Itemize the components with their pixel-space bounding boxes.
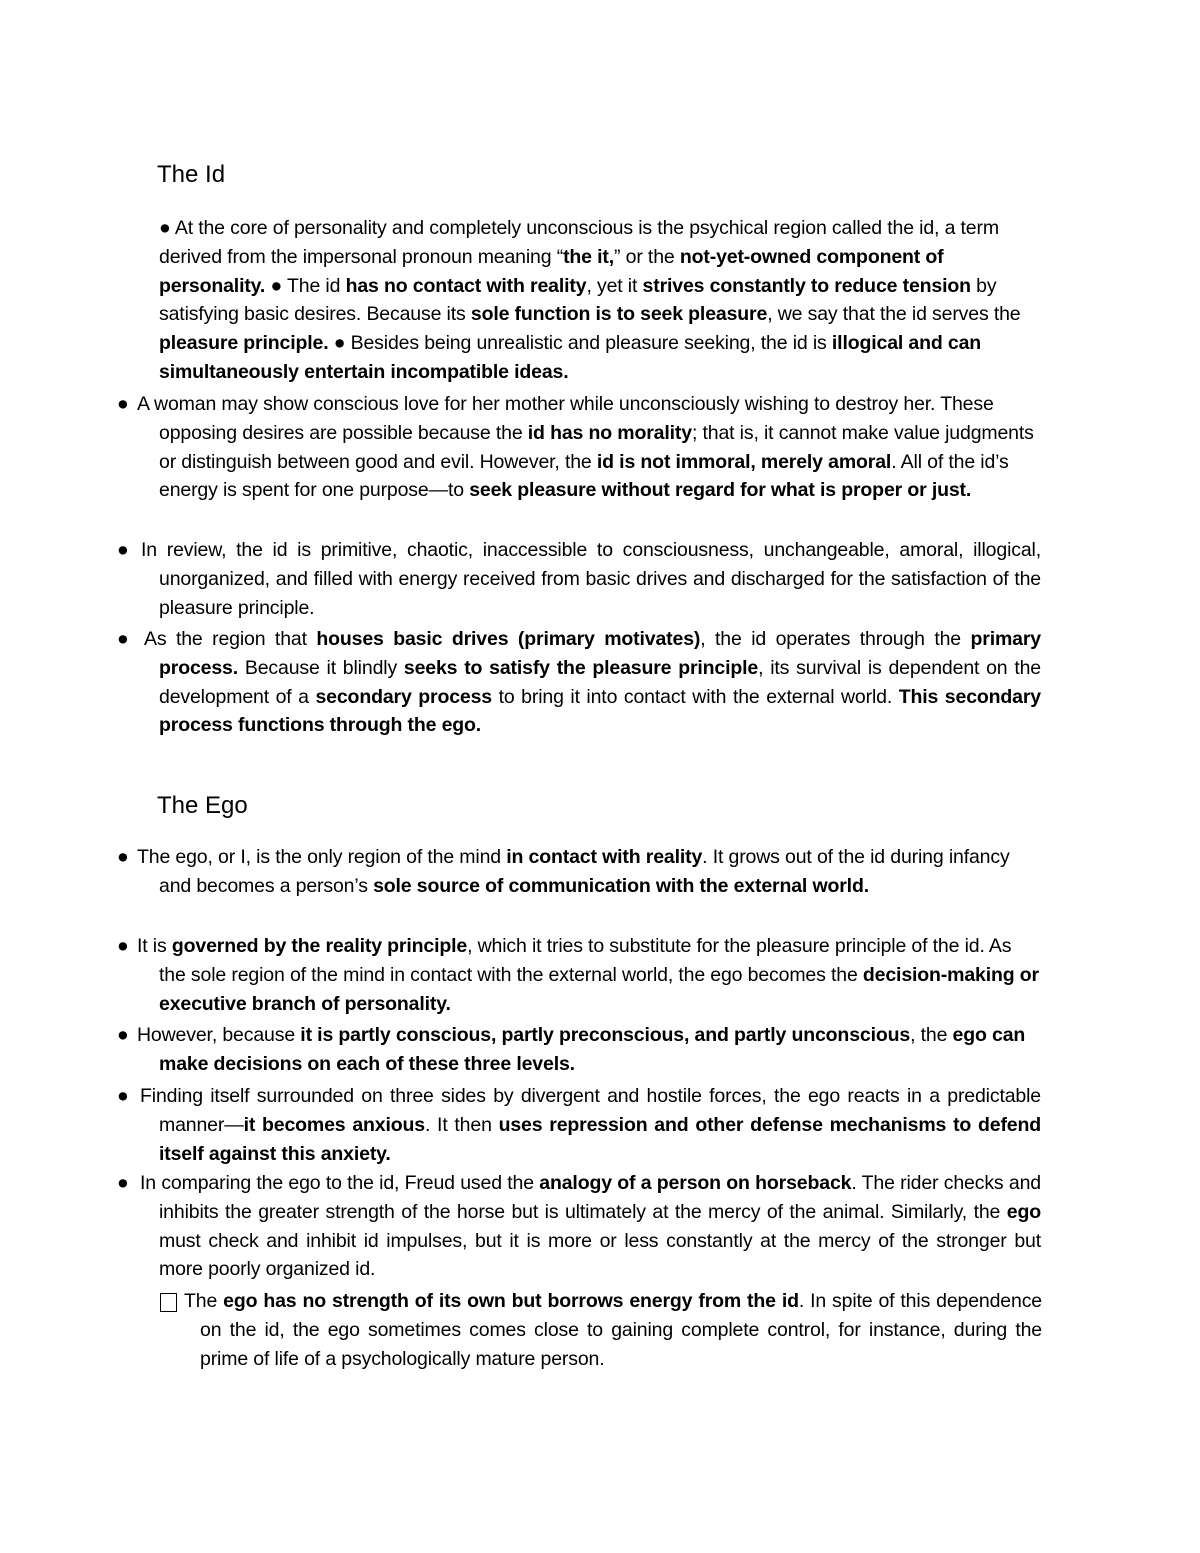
text-run: A woman may show conscious love for her mother while unconsciously wishing to destroy her. These opposing desires are possible because the: [137, 393, 994, 444]
paragraph-ego-anxiety: [140, 1082, 1042, 1168]
paragraph-id-review: [141, 536, 1041, 622]
text-run: ; that is, it cannot make value judgments or distinguish between good and evil. However, the: [159, 421, 1034, 473]
bold-run: secondary process: [315, 685, 493, 708]
bullet-marker: ●: [159, 217, 171, 239]
text-run: ● Besides being unrealistic and pleasure seeking, the id is: [328, 332, 832, 355]
bold-run: governed by the reality principle: [171, 935, 468, 957]
text-run: . In spite of this dependence on the id, the ego sometimes comes close to gaining complete control, for instance, during the prime of life of a psychologically mature person.: [200, 1290, 1042, 1370]
bullet-marker: ●: [117, 1024, 129, 1046]
text-run: As the region that: [144, 628, 317, 650]
paragraph-ego-levels: [137, 1021, 1041, 1079]
bold-run: it becomes anxious: [243, 1113, 425, 1136]
bold-run: seeks to satisfy the pleasure principle: [403, 656, 759, 679]
bold-run: in contact with reality: [506, 846, 703, 868]
paragraph-ego-horseback: [140, 1169, 1041, 1284]
bold-run: has no contact with reality: [345, 274, 587, 297]
text-run: The ego, or I, is the only region of the mind: [137, 846, 507, 868]
text-run: At the core of personality and completely unconscious is the psychical region called the id, a term derived from the impersonal pronoun meaning “: [159, 217, 999, 268]
bold-run: sole source of communication with the external world.: [373, 874, 869, 897]
text-run: ● The id: [265, 274, 346, 297]
text-run: , which it tries to substitute for the pleasure principle of the id. As the sole region of the mind in contact with the external world, the ego becomes the: [159, 935, 1012, 986]
text-run: , the id operates through the: [700, 628, 971, 650]
text-run: to bring it into contact with the external world.: [492, 685, 899, 708]
text-run: , its survival is dependent on the development of a: [159, 656, 1041, 708]
text-run: must check and inhibit id impulses, but it is more or less constantly at the mercy of the stronger but more poorly organized id.: [159, 1229, 1041, 1281]
bold-run: pleasure principle.: [159, 332, 329, 355]
bold-run: uses repression and other defense mechanisms to defend itself against this anxiety.: [159, 1113, 1042, 1165]
missing-glyph-box-icon: [160, 1293, 177, 1312]
bold-run: sole function is to seek pleasure: [470, 303, 768, 326]
text-run: In review, the id is primitive, chaotic, inaccessible to consciousness, unchangeable, amoral, illogical, unorganized, and filled with energy received from basic drives and discharged for the satisfaction of the pleasure principle.: [141, 539, 1041, 619]
text-run: . All of the id’s energy is spent for one purpose—to: [159, 450, 1009, 502]
paragraph-id-core: [159, 214, 1049, 387]
paragraph-id-morality: [137, 390, 1041, 505]
text-run: , yet it: [586, 274, 643, 297]
bullet-marker: ●: [117, 1172, 129, 1194]
text-run: It is: [137, 935, 172, 957]
text-run: . It then: [424, 1113, 499, 1136]
text-run: The: [184, 1290, 224, 1312]
bullet-marker: ●: [117, 1085, 129, 1107]
bold-run: houses basic drives (primary motivates): [316, 628, 701, 650]
bullet-marker: ●: [117, 628, 129, 650]
heading-the-id: The Id: [157, 161, 226, 188]
paragraph-ego-reality: [137, 843, 1041, 901]
bold-run: id has no morality: [527, 421, 692, 444]
bold-run: strives constantly to reduce tension: [642, 274, 971, 297]
bold-run: analogy of a person on horseback: [539, 1172, 852, 1194]
text-run: Finding itself surrounded on three sides by divergent and hostile forces, the ego reacts in a predictable manner—: [140, 1085, 1041, 1136]
bold-run: ego: [1006, 1200, 1041, 1223]
bold-run: the it,: [563, 245, 615, 268]
paragraph-ego-strength: [184, 1287, 1042, 1373]
bold-run: ego has no strength of its own but borrows energy from the id: [223, 1290, 799, 1312]
text-run: In comparing the ego to the id, Freud used the: [140, 1172, 540, 1194]
paragraph-ego-principle: [137, 932, 1041, 1018]
bold-run: primary process.: [159, 628, 1042, 679]
bold-run: illogical and can simultaneously entertain incompatible ideas.: [159, 332, 982, 383]
bold-run: This secondary process functions through the ego.: [159, 685, 1041, 737]
text-run: . It grows out of the id during infancy and becomes a person’s: [159, 846, 1010, 897]
text-run: ” or the: [614, 245, 680, 268]
bold-run: not-yet-owned component of personality.: [159, 245, 944, 297]
bold-run: ego can make decisions on each of these three levels.: [159, 1024, 1026, 1075]
paragraph-id-process: [144, 625, 1042, 740]
text-run: , we say that the id serves the: [767, 303, 1021, 326]
bullet-marker: ●: [117, 539, 129, 561]
text-run: However, because: [137, 1024, 301, 1046]
bullet-marker: ●: [117, 935, 129, 957]
bullet-marker: ●: [117, 846, 129, 868]
heading-the-ego: The Ego: [157, 792, 248, 819]
bold-run: seek pleasure without regard for what is proper or just.: [469, 479, 972, 502]
bullet-marker: ●: [117, 393, 129, 415]
bold-run: it is partly conscious, partly preconscious, and partly unconscious: [300, 1024, 911, 1046]
bold-run: id is not immoral, merely amoral: [596, 450, 892, 473]
bold-run: decision-making or executive branch of personality.: [159, 963, 1039, 1015]
text-run: , the: [910, 1024, 953, 1046]
text-run: Because it blindly: [238, 656, 404, 679]
text-run: by satisfying basic desires. Because its: [159, 274, 997, 326]
text-run: . The rider checks and inhibits the greater strength of the horse but is ultimately at the mercy of the animal. Similarly, the: [159, 1172, 1041, 1223]
